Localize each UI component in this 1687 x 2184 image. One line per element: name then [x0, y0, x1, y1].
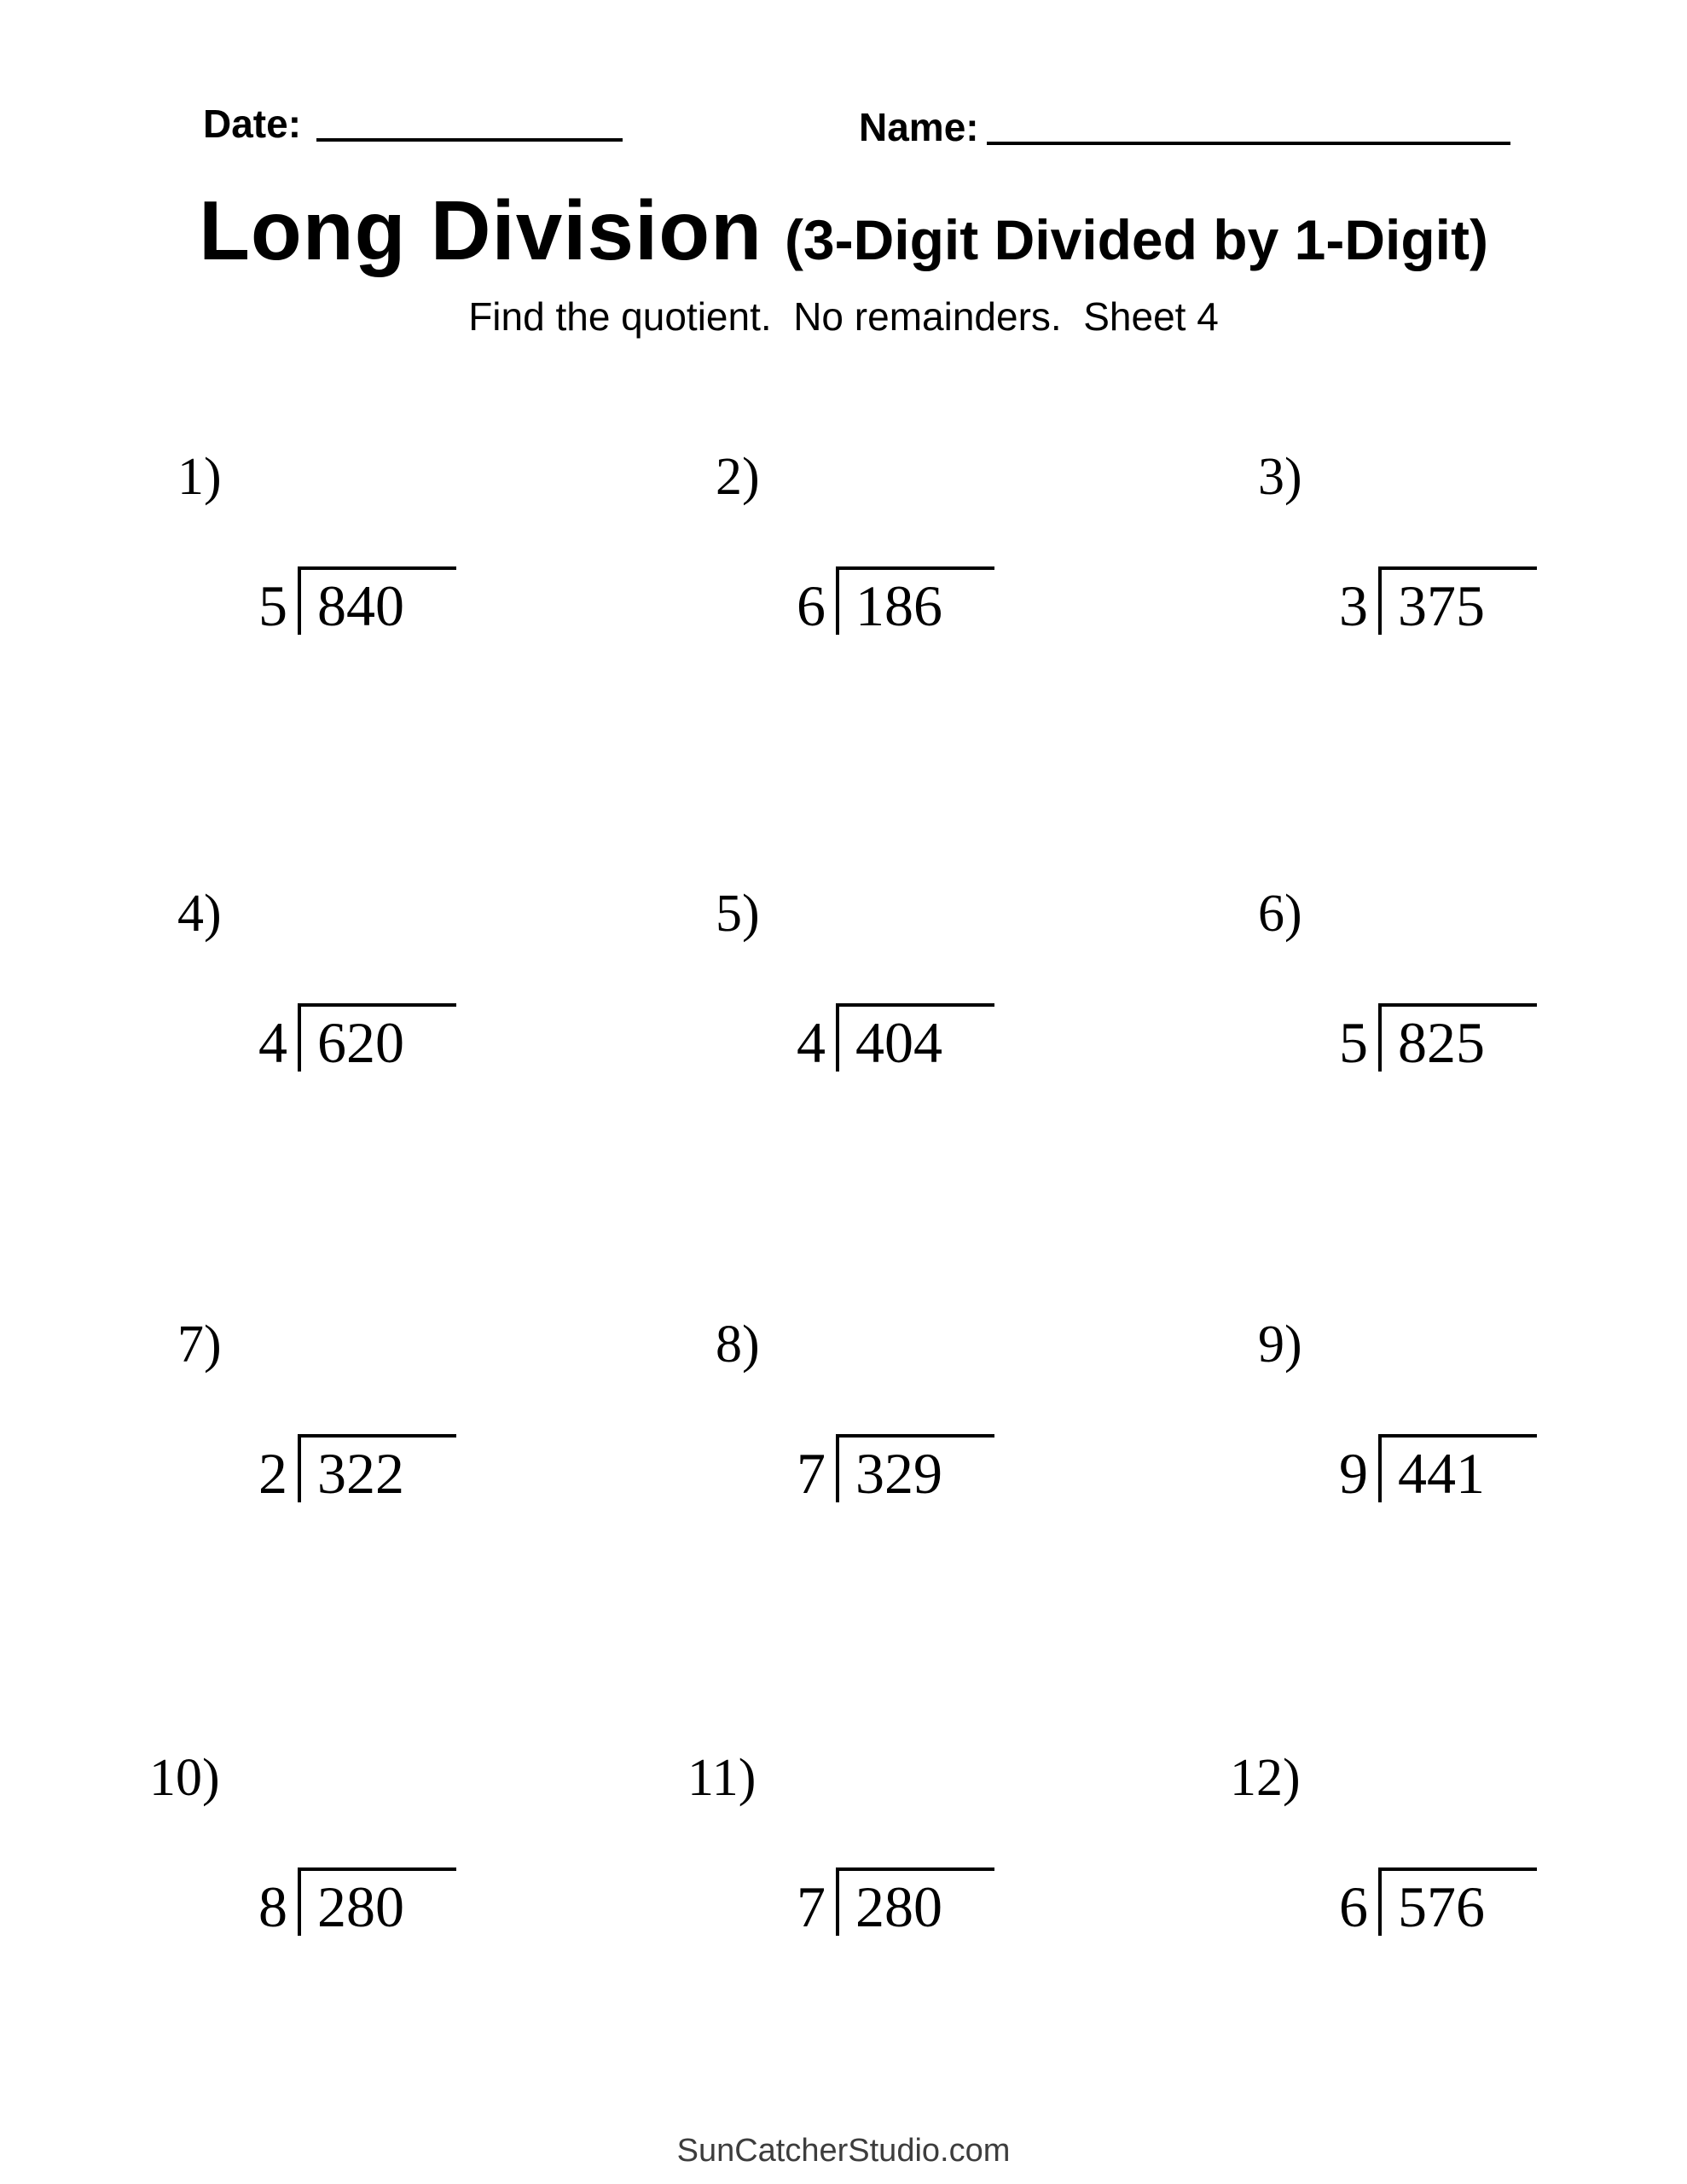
problem-number: 6)	[1258, 885, 1302, 943]
dividend: 329	[836, 1434, 994, 1502]
divisor: 9	[1339, 1441, 1368, 1506]
problem-number: 9)	[1258, 1316, 1302, 1374]
division-bracket	[258, 1003, 456, 1075]
date-blank-line	[316, 138, 623, 142]
divisor: 6	[797, 573, 826, 638]
dividend: 186	[836, 566, 994, 635]
problem-number: 10)	[149, 1749, 220, 1807]
dividend: 620	[298, 1003, 456, 1072]
divisor: 8	[258, 1874, 287, 1939]
problem-number: 1)	[177, 448, 222, 506]
divisor: 5	[258, 573, 287, 638]
name-label: Name:	[859, 105, 979, 149]
division-bracket	[797, 1003, 994, 1075]
divisor: 6	[1339, 1874, 1368, 1939]
page-subtitle: Find the quotient. No remainders. Sheet 4	[468, 294, 1219, 339]
dividend: 840	[298, 566, 456, 635]
divisor: 3	[1339, 573, 1368, 638]
page-title: Long Division	[199, 183, 762, 277]
dividend: 404	[836, 1003, 994, 1072]
division-bracket	[1339, 1434, 1537, 1506]
division-bracket	[797, 1867, 994, 1939]
problem-number: 8)	[716, 1316, 760, 1374]
problem-number: 3)	[1258, 448, 1302, 506]
division-bracket	[1339, 1867, 1537, 1939]
dividend: 322	[298, 1434, 456, 1502]
problem-number: 12)	[1230, 1749, 1301, 1807]
problem-number: 5)	[716, 885, 760, 943]
division-bracket	[797, 1434, 994, 1506]
problem-number: 2)	[716, 448, 760, 506]
problem-number: 4)	[177, 885, 222, 943]
name-blank-line	[987, 142, 1510, 145]
dividend: 576	[1378, 1867, 1537, 1936]
problem-number: 11)	[687, 1749, 757, 1807]
divisor: 5	[1339, 1010, 1368, 1075]
date-label: Date:	[203, 102, 302, 146]
divisor: 7	[797, 1874, 826, 1939]
page-title-suffix: (3-Digit Divided by 1-Digit)	[784, 208, 1488, 271]
dividend: 280	[298, 1867, 456, 1936]
division-bracket	[797, 566, 994, 638]
footer-credit: SunCatcherStudio.com	[676, 2133, 1011, 2169]
problem-number: 7)	[177, 1316, 222, 1374]
dividend: 825	[1378, 1003, 1537, 1072]
title-row	[0, 183, 1687, 279]
dividend: 375	[1378, 566, 1537, 635]
division-bracket	[258, 566, 456, 638]
dividend: 441	[1378, 1434, 1537, 1502]
divisor: 7	[797, 1441, 826, 1506]
division-bracket	[1339, 566, 1537, 638]
divisor: 2	[258, 1441, 287, 1506]
divisor: 4	[258, 1010, 287, 1075]
division-bracket	[258, 1867, 456, 1939]
division-bracket	[258, 1434, 456, 1506]
dividend: 280	[836, 1867, 994, 1936]
division-bracket	[1339, 1003, 1537, 1075]
divisor: 4	[797, 1010, 826, 1075]
